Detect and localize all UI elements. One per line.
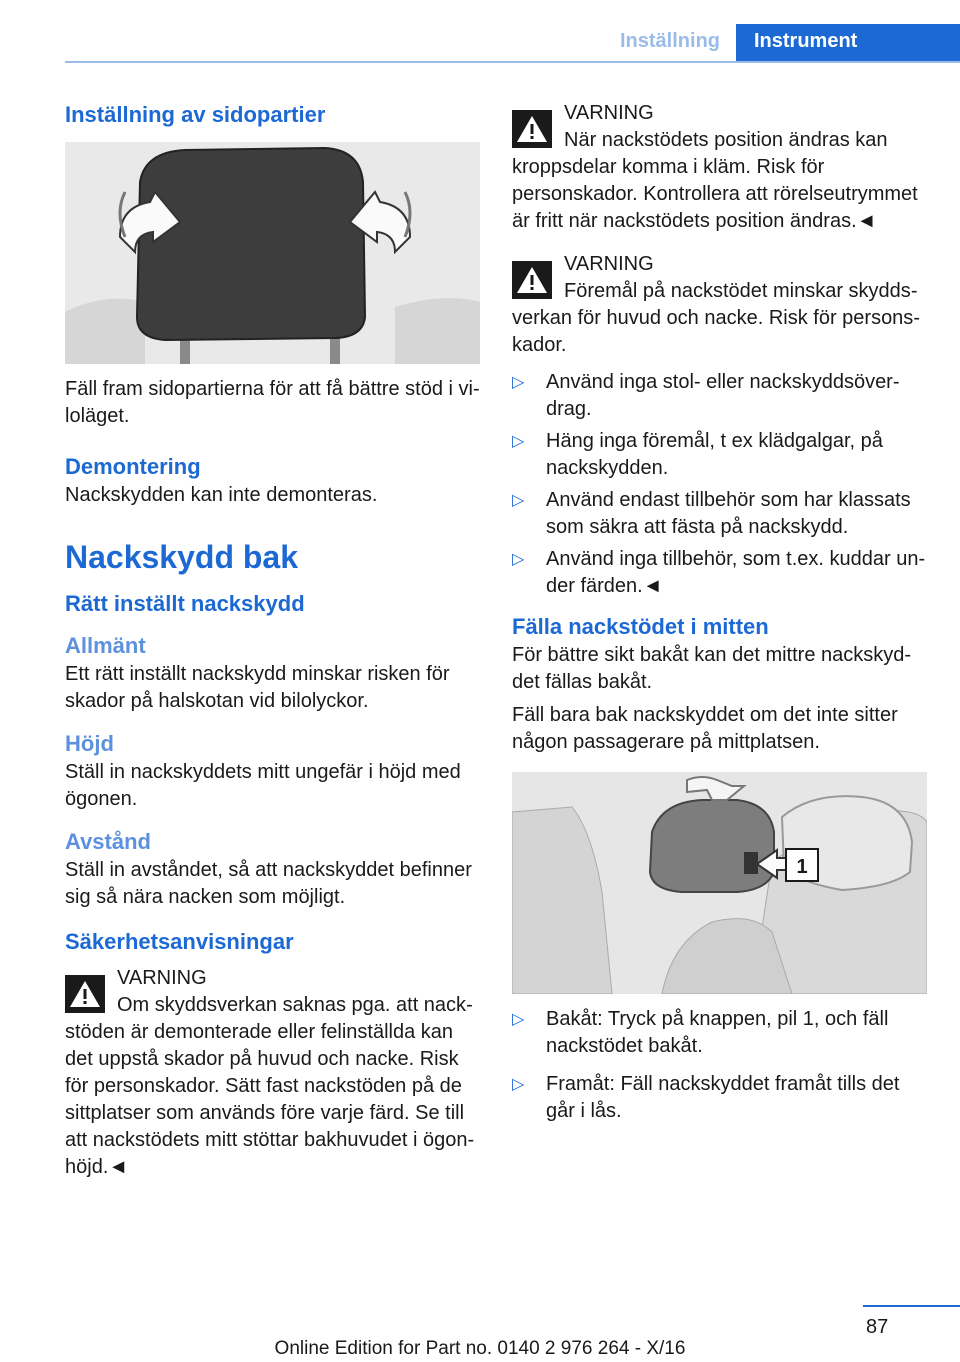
heading-rear-headrest: Nackskydd bak (65, 539, 299, 575)
list-item: ▷ Använd endast tillbehör som har klassats som säkra att fästa på nackskydd. (512, 489, 911, 538)
bullet-marker-icon: ▷ (512, 1011, 525, 1028)
rear-headrest-illustration (512, 772, 927, 994)
list-item: ▷ Använd inga tillbehör, som t.ex. kuddar under färden.◄ (512, 548, 926, 597)
callout-number: 1 (796, 856, 808, 878)
header-chapter-tab: Instrument (736, 24, 960, 63)
bullet-marker-icon: ▷ (512, 1076, 525, 1093)
list-item: ▷ Framåt: Fäll nackskyddet framåt tills det går i lås. (512, 1073, 900, 1122)
warning-objects (512, 251, 927, 359)
bullet-marker-icon: ▷ (512, 433, 525, 450)
paragraph-fold-passenger: Fäll bara bak nackskyddet om det inte sitter någon passagerare på mittplatsen. (512, 704, 898, 753)
warning-label: VARNING (564, 102, 654, 124)
paragraph-removal: Nackskydden kan inte demonteras. (65, 484, 378, 506)
warning-safety (65, 965, 480, 1181)
warning-pinch (512, 100, 927, 235)
warning-label: VARNING (117, 967, 207, 989)
heading-height: Höjd (65, 731, 114, 756)
header-section: Inställning (620, 30, 720, 52)
warning-text: Om skyddsverkan saknas pga. att nackstöden är demonterade eller felinställda kan det uppstå skador på huvud och nacke. Risk för personskador. Sätt fast nackstöden på de sittplatser som används före varje färd. Se till att nackstödets mitt stöttar bakhuvudet i ögonhöjd.◄ (65, 994, 475, 1178)
left-column (65, 100, 480, 1181)
warning-text: Föremål på nackstödet minskar skyddsverkan för huvud och nacke. Risk för personskador. (512, 280, 920, 356)
footer-edition: Online Edition for Part no. 0140 2 976 264 - X/16 (274, 1338, 686, 1359)
warning-triangle-icon (512, 261, 552, 299)
heading-correct-setting: Rätt inställt nackskydd (65, 591, 305, 616)
bullet-marker-icon: ▷ (512, 374, 525, 391)
paragraph-distance: Ställ in avståndet, så att nackskyddet befinner sig så nära nacken som möjligt. (65, 859, 472, 908)
list-item: ▷ Häng inga föremål, t ex klädgalgar, på nackskydden. (512, 430, 883, 479)
heading-distance: Avstånd (65, 829, 151, 854)
page-number: 87 (866, 1316, 889, 1338)
warning-label: VARNING (564, 253, 654, 275)
list-item: ▷ Bakåt: Tryck på knappen, pil 1, och fäll nackstödet bakåt. (512, 1008, 889, 1057)
accessory-list (512, 369, 927, 600)
heading-side-parts: Inställning av sidopartier (65, 102, 326, 127)
paragraph-height: Ställ in nackskyddets mitt ungefär i höjd med ögonen. (65, 761, 461, 810)
footer-rule (863, 1305, 960, 1307)
heading-safety: Säkerhetsanvisningar (65, 929, 294, 954)
paragraph-fold-visibility: För bättre sikt bakåt kan det mittre nackskyddet fällas bakåt. (512, 644, 912, 693)
rear-headrest-figure (512, 772, 927, 994)
warning-triangle-icon (65, 975, 105, 1013)
paragraph-general: Ett rätt inställt nackskydd minskar risken för skador på halskotan vid bilolyckor. (65, 663, 450, 712)
header-rule (65, 61, 960, 63)
bullet-marker-icon: ▷ (512, 492, 525, 509)
headrest-side-figure (65, 142, 480, 364)
fold-steps-list (512, 1006, 927, 1125)
list-item: ▷ Använd inga stol- eller nackskyddsöverdrag. (512, 371, 900, 420)
right-column (512, 100, 927, 1130)
headrest-side-illustration (65, 142, 480, 364)
heading-removal: Demontering (65, 454, 201, 479)
warning-triangle-icon (512, 110, 552, 148)
paragraph-side-parts: Fäll fram sidopartierna för att få bättre stöd i viloläget. (65, 378, 480, 427)
heading-general: Allmänt (65, 633, 146, 658)
bullet-marker-icon: ▷ (512, 551, 525, 568)
warning-text: När nackstödets position ändras kan kroppsdelar komma i kläm. Risk för personskador. Kontrollera att rörelseutrymmet är fritt när nackstödets position ändras.◄ (512, 129, 918, 232)
heading-fold-middle: Fälla nackstödet i mitten (512, 614, 769, 639)
